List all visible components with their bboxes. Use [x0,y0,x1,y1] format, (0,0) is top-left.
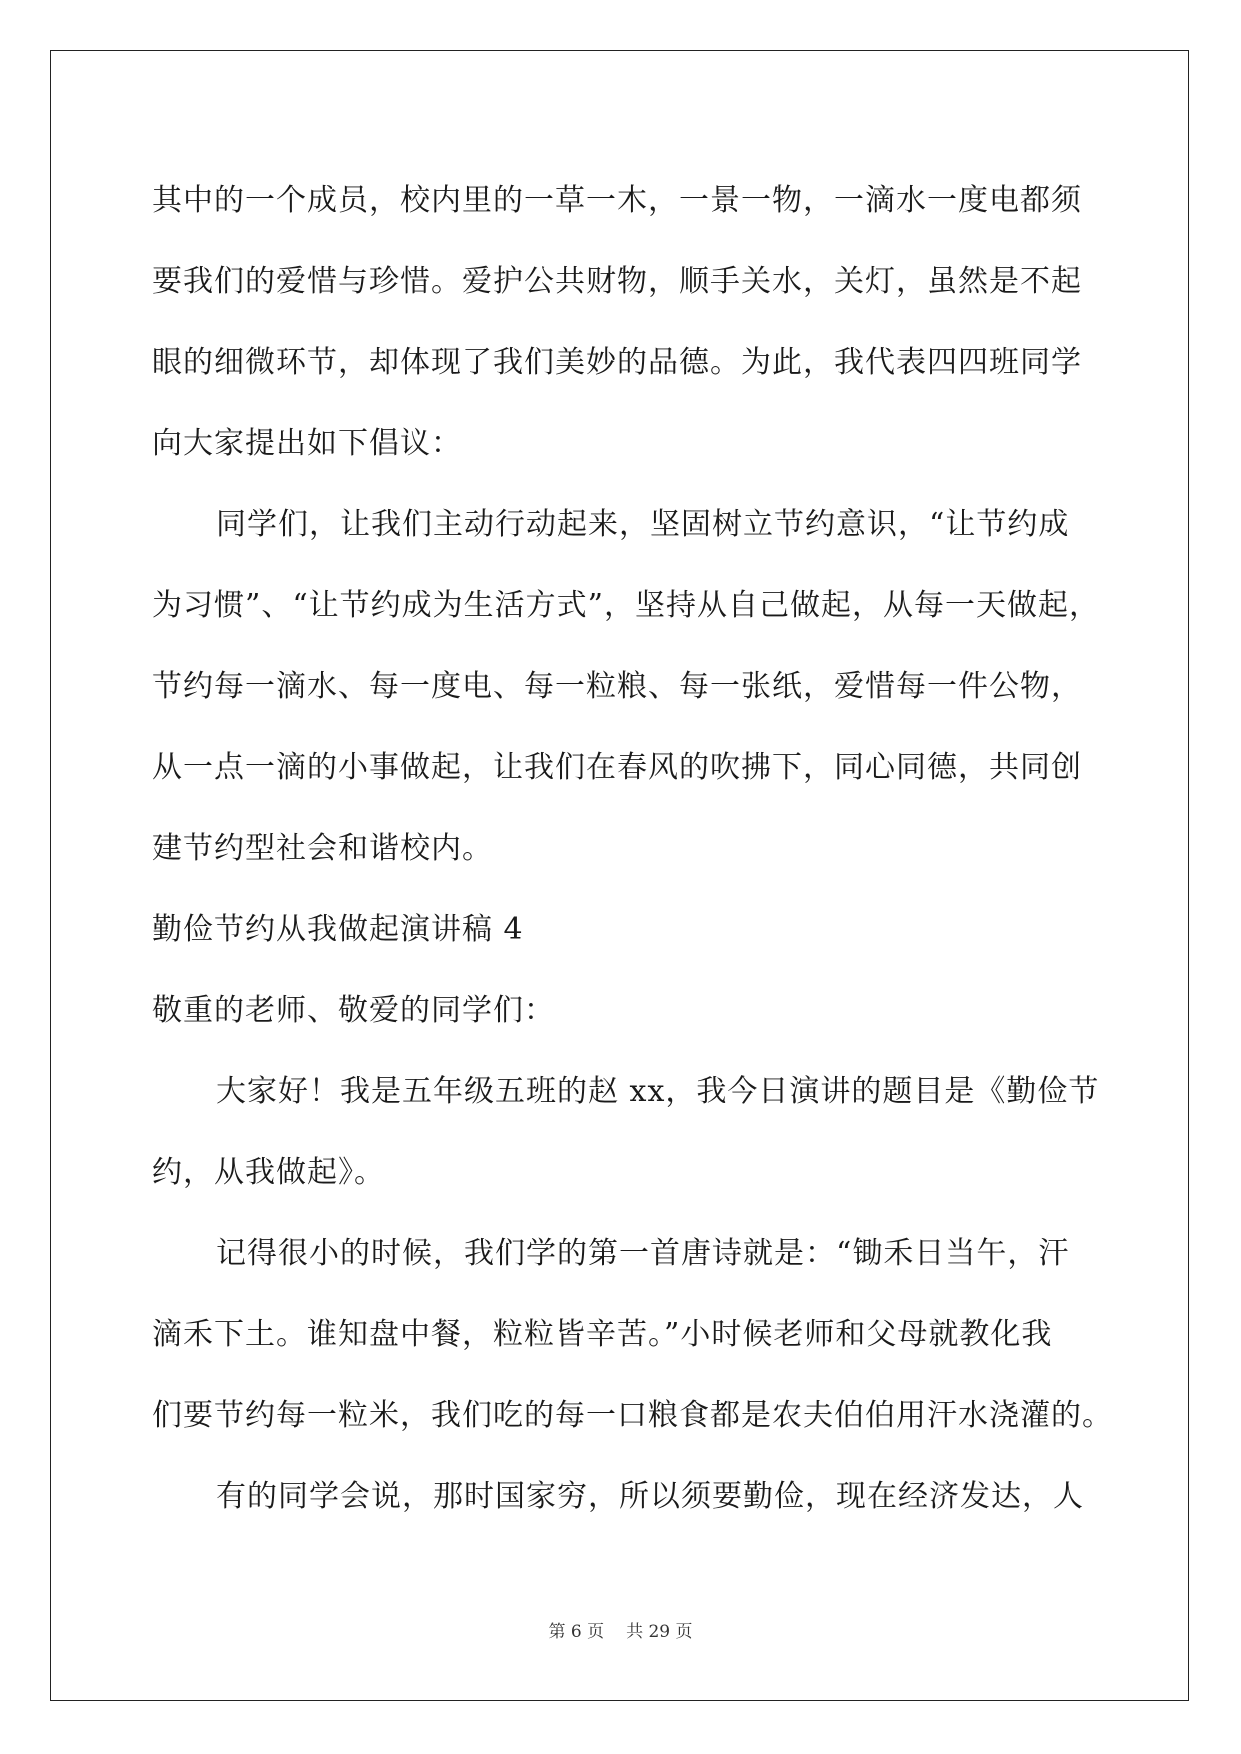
text-line: 建节约型社会和谐校内。 [152,831,493,866]
text-line: 节约每一滴水、每一度电、每一粒粮、每一张纸，爱惜每一件公物， [152,669,1082,704]
text-line: 其中的一个成员，校内里的一草一木，一景一物，一滴水一度电都须 [152,183,1082,218]
paragraph-start-line: 大家好！我是五年级五班的赵 xx，我今日演讲的题目是《勤俭节 [216,1074,1100,1109]
text-line: 要我们的爱惜与珍惜。爱护公共财物，顺手关水，关灯，虽然是不起 [152,264,1082,299]
paragraph-start-line: 记得很小的时候，我们学的第一首唐诗就是：“锄禾日当午，汗 [216,1236,1070,1271]
section-heading: 勤俭节约从我做起演讲稿 4 [152,912,524,947]
text-line: 向大家提出如下倡议： [152,426,462,461]
text-line: 为习惯”、“让节约成为生活方式”，坚持从自己做起，从每一天做起， [152,588,1101,623]
text-line: 眼的细微环节，却体现了我们美妙的品德。为此，我代表四四班同学 [152,345,1082,380]
paragraph-start-line: 同学们，让我们主动行动起来，坚固树立节约意识，“让节约成 [216,507,1070,542]
page-footer [0,1617,1241,1642]
page-number: 第 6 页 [548,1622,605,1642]
salutation: 敬重的老师、敬爱的同学们： [152,993,555,1028]
paragraph-start-line: 有的同学会说，那时国家穷，所以须要勤俭，现在经济发达，人 [216,1479,1084,1514]
document-body [152,160,1113,1537]
page-total: 共 29 页 [626,1622,693,1642]
text-line: 从一点一滴的小事做起，让我们在春风的吹拂下，同心同德，共同创 [152,750,1082,785]
text-line: 滴禾下土。谁知盘中餐，粒粒皆辛苦。”小时候老师和父母就教化我 [152,1317,1053,1352]
text-line: 们要节约每一粒米，我们吃的每一口粮食都是农夫伯伯用汗水浇灌的。 [152,1398,1113,1433]
text-line: 约，从我做起》。 [152,1155,385,1190]
